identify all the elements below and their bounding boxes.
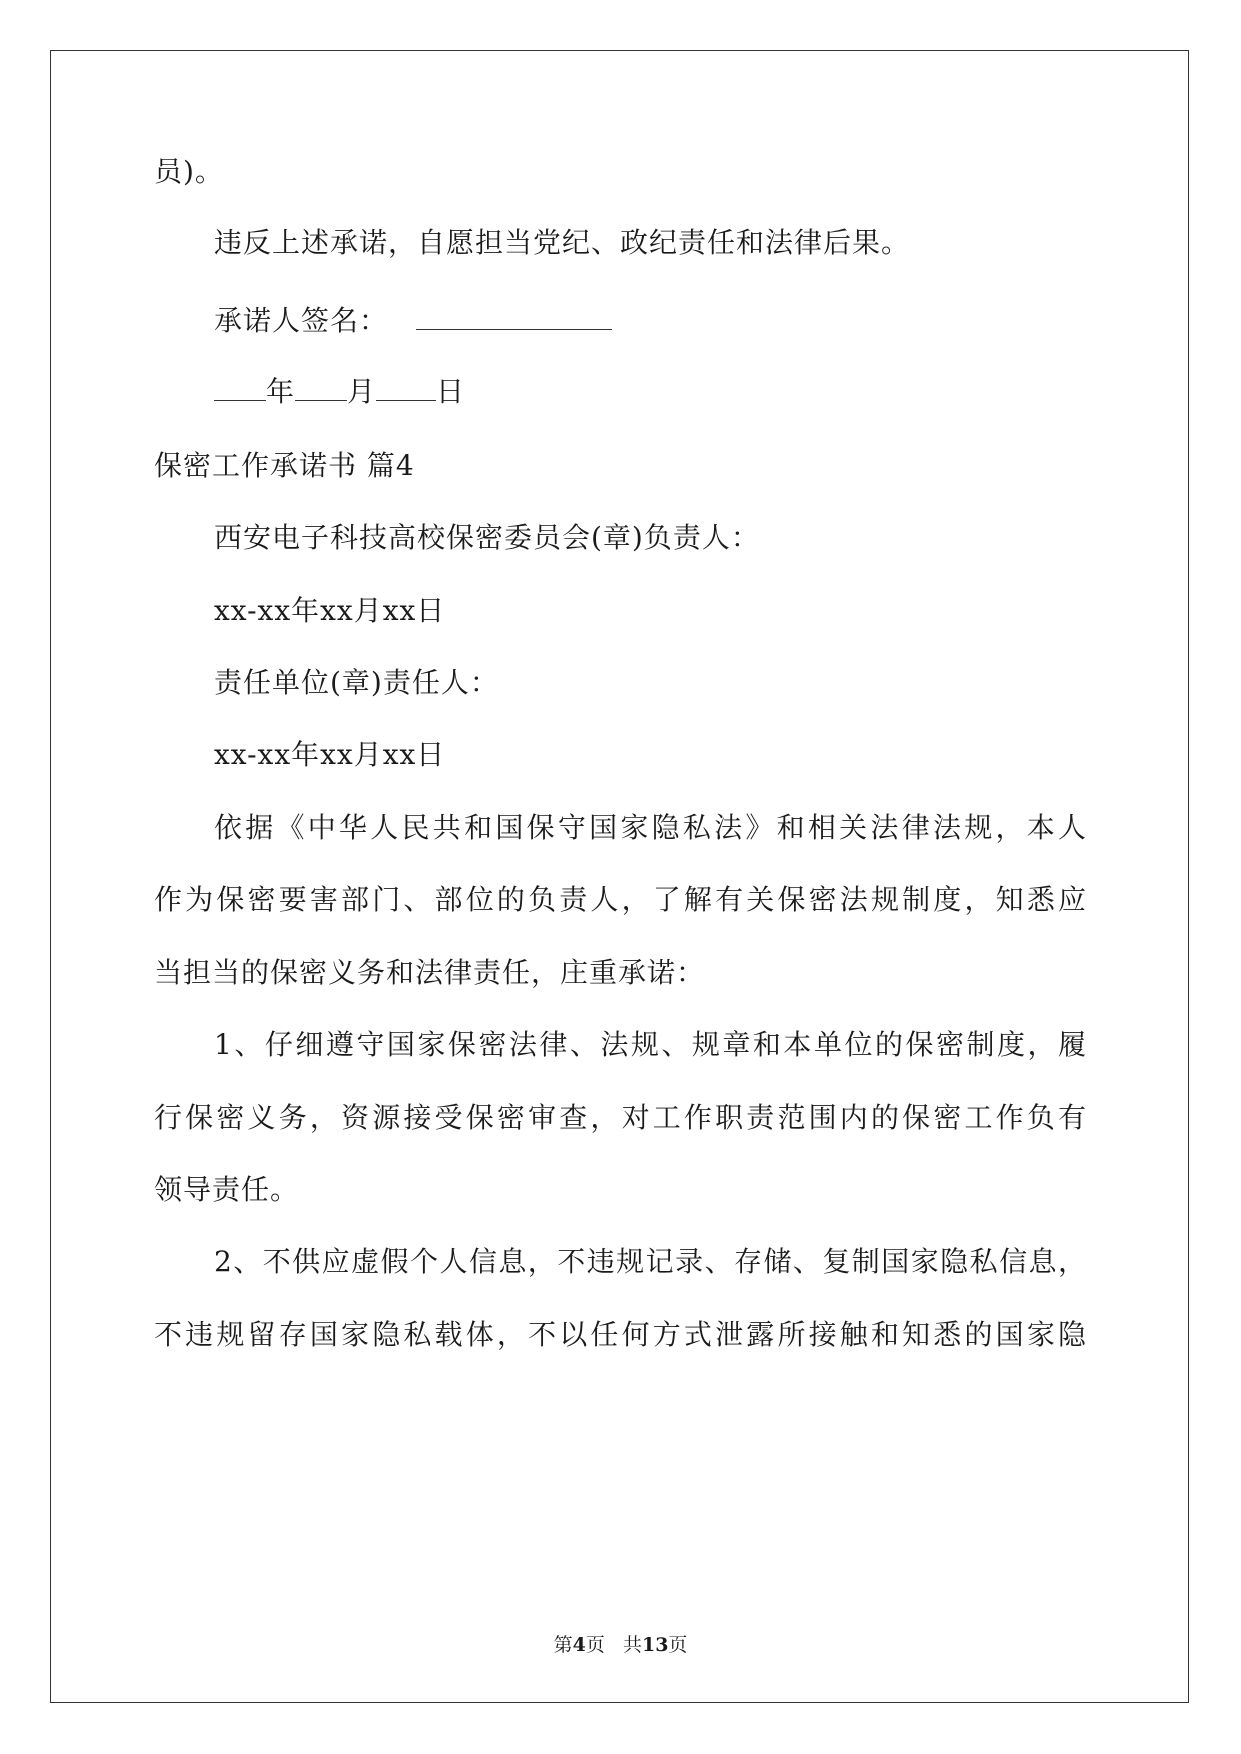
page-footer <box>0 1633 1241 1657</box>
footer-page-number: 4 <box>572 1634 586 1656</box>
footer-page-suffix: 页 <box>585 1634 605 1656</box>
text-line-date-1: xx-xx年xx月xx日 <box>214 594 446 627</box>
paragraph-2-line-3: 领导责任。 <box>154 1173 300 1206</box>
year-label: 年 <box>266 375 296 408</box>
text-line-committee: 西安电子科技高校保密委员会(章)负责人： <box>214 521 760 554</box>
text-line-1: 员)。 <box>154 155 224 188</box>
section-title: 保密工作承诺书 篇4 <box>154 449 415 482</box>
signature-line <box>214 301 612 341</box>
paragraph-1-line-3: 当担当的保密义务和法律责任，庄重承诺： <box>154 956 706 989</box>
footer-total-prefix: 共 <box>622 1634 642 1656</box>
signature-blank <box>416 305 612 330</box>
month-blank <box>295 376 347 401</box>
date-blank-line <box>214 372 465 412</box>
text-line-2: 违反上述承诺，自愿担当党纪、政纪责任和法律后果。 <box>214 226 911 259</box>
text-line-date-2: xx-xx年xx月xx日 <box>214 738 446 771</box>
paragraph-3-line-2: 不违规留存国家隐私载体，不以任何方式泄露所接触和知悉的国家隐 <box>154 1318 1086 1351</box>
paragraph-1-line-2: 作为保密要害部门、部位的负责人，了解有关保密法规制度，知悉应 <box>154 883 1086 916</box>
paragraph-2-line-1: 1、仔细遵守国家保密法律、法规、规章和本单位的保密制度，履 <box>214 1028 1086 1061</box>
footer-total-suffix: 页 <box>668 1634 688 1656</box>
paragraph-2-line-2: 行保密义务，资源接受保密审查，对工作职责范围内的保密工作负有 <box>154 1101 1086 1134</box>
day-blank <box>376 376 436 401</box>
month-label: 月 <box>347 375 377 408</box>
page-frame <box>50 50 1189 1703</box>
year-blank <box>214 376 266 401</box>
text-line-unit: 责任单位(章)责任人： <box>214 666 499 699</box>
paragraph-1-line-1: 依据《中华人民共和国保守国家隐私法》和相关法律法规，本人 <box>214 811 1086 844</box>
footer-total-pages: 13 <box>641 1634 669 1656</box>
paragraph-3-line-1: 2、不供应虚假个人信息，不违规记录、存储、复制国家隐私信息， <box>214 1245 1086 1278</box>
footer-prefix: 第 <box>553 1634 573 1656</box>
signature-label: 承诺人签名： <box>214 304 389 337</box>
day-label: 日 <box>436 375 466 408</box>
